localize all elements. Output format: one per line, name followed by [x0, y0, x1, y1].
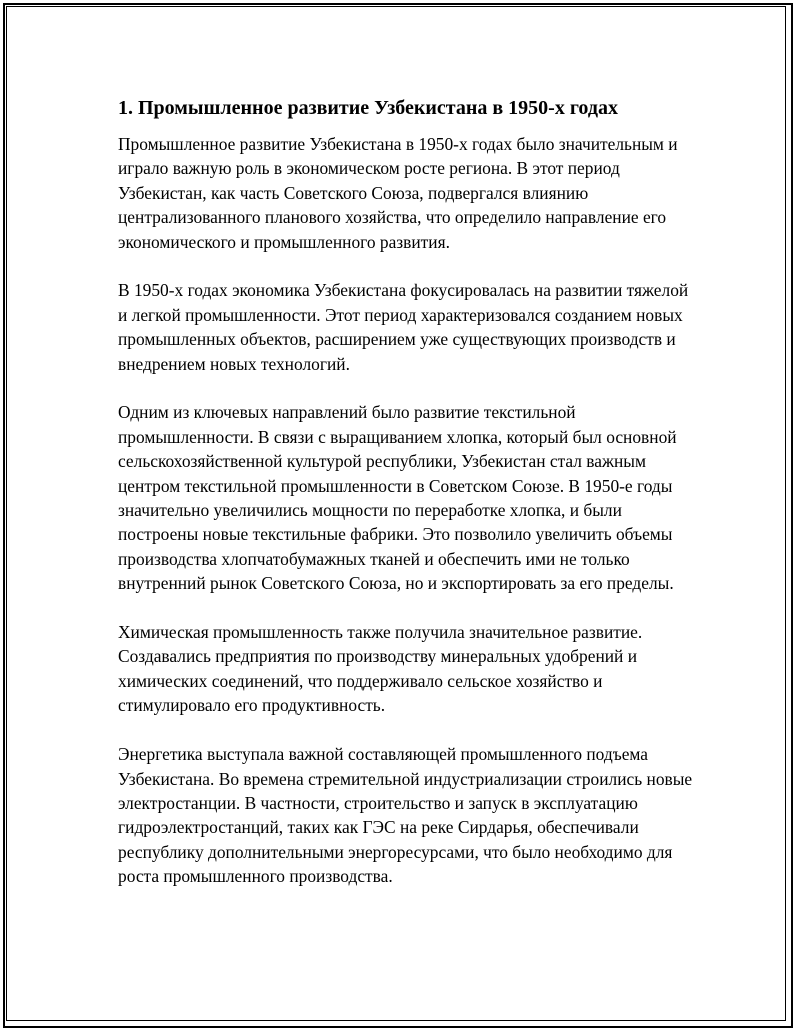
paragraph-intro: Промышленное развитие Узбекистана в 1950-х годах было значительным и играло важную роль в экономическом росте региона. В этот период Узбекистан, как часть Советского Союза, подвергался влиянию централизованного планового хозяйства, что определило направление его экономического и промышленного развития.: [118, 134, 678, 252]
paragraph-chemical-industry: Химическая промышленность также получила значительное развитие. Создавались предприятия по производству минеральных удобрений и химических соединений, что поддерживало сельское хозяйство и стимулировало его продуктивность.: [118, 622, 643, 716]
document-body: [118, 96, 698, 913]
paragraph-textile-industry: Одним из ключевых направлений было развитие текстильной промышленности. В связи с выращиванием хлопка, который был основной сельскохозяйственной культурой республики, Узбекистан стал важным центром текстильной промышленности в Советском Союзе. В 1950-е годы значительно увеличились мощности по переработке хлопка, и были построены новые текстильные фабрики. Это позволило увеличить объемы производства хлопчатобумажных тканей и обеспечить ими не только внутренний рынок Советского Союза, но и экспортировать за его пределы.: [118, 402, 677, 594]
section-heading: 1. Промышленное развитие Узбекистана в 1950-х годах: [118, 97, 618, 119]
paragraph-heavy-light-industry: В 1950-х годах экономика Узбекистана фокусировалась на развитии тяжелой и легкой промышленности. Этот период характеризовался созданием новых промышленных объектов, расширением уже существующих производств и внедрением новых технологий.: [118, 280, 689, 374]
paragraph-energy: Энергетика выступала важной составляющей промышленного подъема Узбекистана. Во времена стремительной индустриализации строились новые электростанции. В частности, строительство и запуск в эксплуатацию гидроэлектростанций, таких как ГЭС на реке Сирдарья, обеспечивали республику дополнительными энергоресурсами, что было необходимо для роста промышленного производства.: [118, 744, 693, 887]
